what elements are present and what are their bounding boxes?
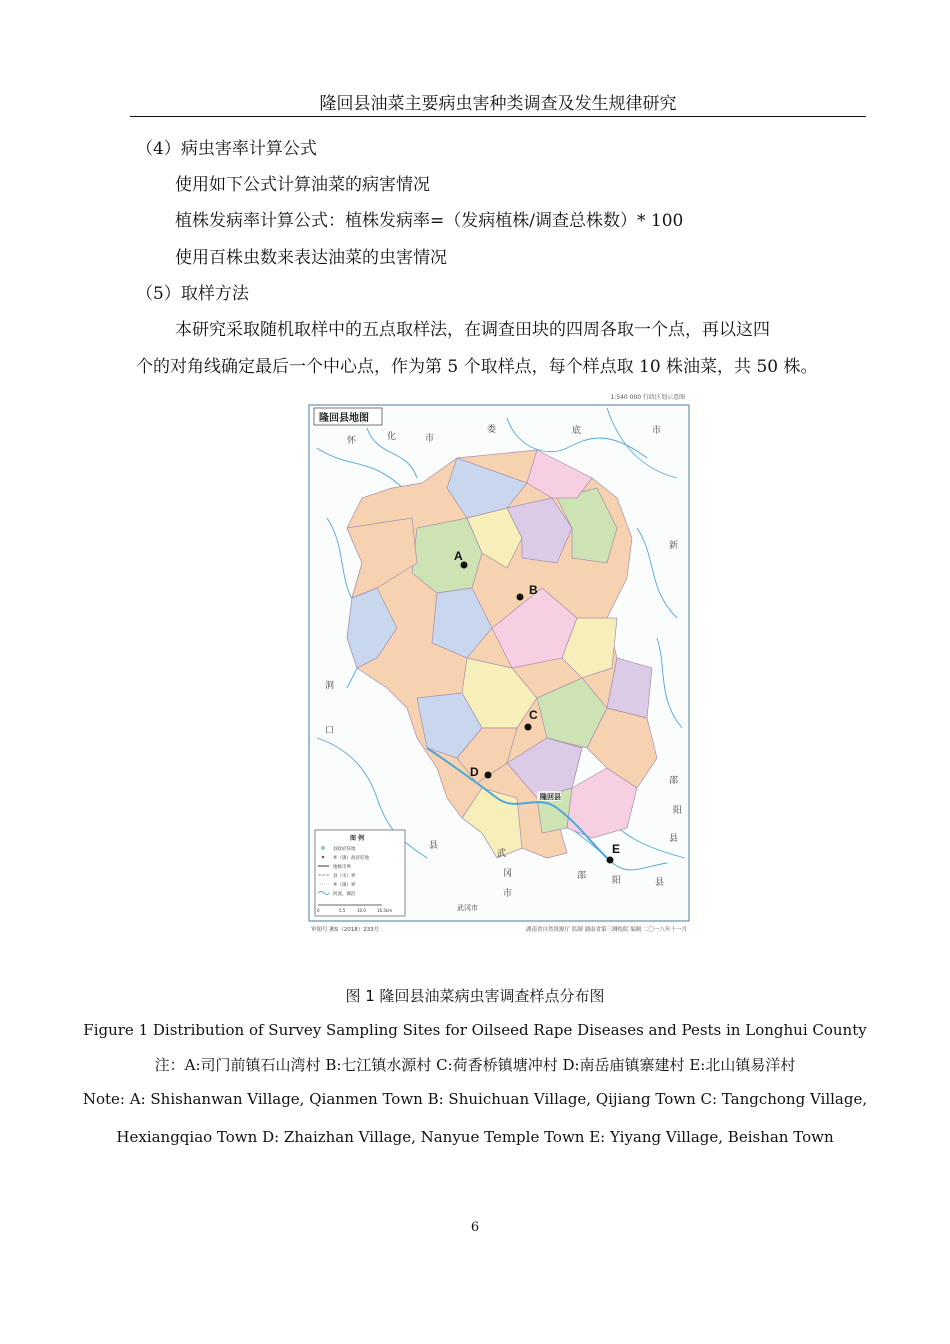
map-credits: 湖南省自然资源厅 监制 湖南省第三测绘院 编制 二〇一八年十一月 [526, 927, 687, 933]
section-heading-4: （4）病虫害率计算公式 [136, 139, 317, 159]
figure-note-en-line2: Hexiangqiao Town D: Zhaizhan Village, Nanyue Temple Town E: Yiyang Village, Beishan Town [116, 1128, 834, 1146]
neighbor-label: 底 [572, 426, 582, 436]
map-title: 隆回县地图 [319, 413, 369, 424]
figure-map [307, 388, 691, 936]
neighbor-label: 市 [652, 426, 662, 436]
neighbor-label: 县 [655, 878, 665, 888]
map-svg [307, 388, 691, 936]
running-header: 隆回县油菜主要病虫害种类调查及发生规律研究 [319, 94, 677, 114]
legend-symbol [321, 846, 325, 850]
neighbor-label: 阳 [673, 806, 683, 816]
marker-label-c: C [529, 708, 538, 722]
legend-scale-tick: 5.5 [339, 908, 346, 913]
neighbor-label: 怀 [347, 436, 357, 446]
neighbor-label: 县 [669, 834, 679, 844]
marker-label-d: D [470, 765, 479, 779]
neighbor-label: 市 [503, 889, 513, 899]
note-body-zh: A:司门前镇石山湾村 B:七江镇水源村 C:荷香桥镇塘冲村 D:南岳庙镇寨建村 E:北山镇易洋村 [184, 1056, 796, 1074]
marker-label-a: A [454, 549, 463, 563]
legend-item: 县政府驻地 [333, 847, 356, 852]
page-number: 6 [470, 1220, 480, 1235]
neighbor-label: 阳 [612, 876, 622, 886]
neighbor-label: 新 [669, 541, 679, 551]
paragraph-formula: 植株发病率计算公式：植株发病率=（发病植株/调查总株数）* 100 [175, 211, 684, 231]
marker-dot-b [517, 594, 524, 601]
figure-caption-zh: 图 1 隆回县油菜病虫害调查样点分布图 [345, 987, 605, 1005]
marker-dot-d [485, 772, 492, 779]
county-seat-label: 隆回县 [540, 793, 561, 801]
figure-note-en-line1: Note: A: Shishanwan Village, Qianmen Town B: Shuichuan Village, Qijiang Town C: Tangchong Village, [82, 1090, 868, 1108]
map-legend [315, 830, 405, 916]
neighbor-label: 口 [325, 726, 335, 736]
marker-label-b: B [529, 583, 538, 597]
note-prefix: 注： [154, 1056, 185, 1074]
legend-item: 乡（镇）界 [333, 883, 356, 888]
neighbor-label: 邵 [669, 776, 679, 786]
neighbor-label: 邵 [577, 871, 587, 881]
legend-symbol [322, 856, 325, 859]
neighbor-label: 市 [425, 434, 435, 444]
header-rule [130, 116, 866, 117]
legend-item: 河流、湖泊 [333, 892, 356, 897]
marker-dot-e [607, 857, 614, 864]
map-approval-number: 审图号 湘S（2018）233号 [311, 927, 380, 933]
neighbor-label: 冈 [503, 869, 513, 879]
paragraph-sampling-line2: 个的对角线确定最后一个中心点，作为第 5 个取样点，每个样点取 10 株油菜，共 50 株。 [136, 357, 818, 377]
neighbor-label: 化 [387, 432, 397, 442]
paragraph-disease-intro: 使用如下公式计算油菜的病害情况 [175, 175, 430, 195]
section-heading-5: （5）取样方法 [136, 284, 249, 304]
neighbor-label: 娄 [487, 425, 497, 435]
legend-box [315, 830, 405, 916]
neighbor-city-label: 武冈市 [457, 904, 478, 912]
legend-item: 乡（镇）政府驻地 [333, 856, 369, 861]
marker-label-e: E [612, 842, 621, 856]
figure-note-zh [0, 1055, 950, 1075]
legend-item: 地级市界 [333, 865, 351, 870]
marker-dot-c [525, 724, 532, 731]
legend-item: 县（市）界 [333, 874, 356, 879]
legend-scale-tick: 0 [317, 908, 320, 913]
legend-title: 图 例 [350, 835, 365, 842]
legend-scale-tick: 16.5km [377, 908, 393, 913]
neighbor-label: 武 [497, 849, 507, 859]
paragraph-sampling-line1: 本研究采取随机取样中的五点取样法，在调查田块的四周各取一个点，再以这四 [175, 320, 770, 340]
neighbor-label: 县 [429, 841, 439, 851]
map-scale-note: 1:540 000 行政区划示意图 [610, 394, 685, 401]
legend-scale-tick: 10.0 [357, 908, 366, 913]
neighbor-label: 洞 [325, 681, 335, 691]
figure-caption-en: Figure 1 Distribution of Survey Sampling Sites for Oilseed Rape Diseases and Pests in Longhui County [83, 1021, 867, 1039]
paragraph-pest-intro: 使用百株虫数来表达油菜的虫害情况 [175, 248, 447, 268]
